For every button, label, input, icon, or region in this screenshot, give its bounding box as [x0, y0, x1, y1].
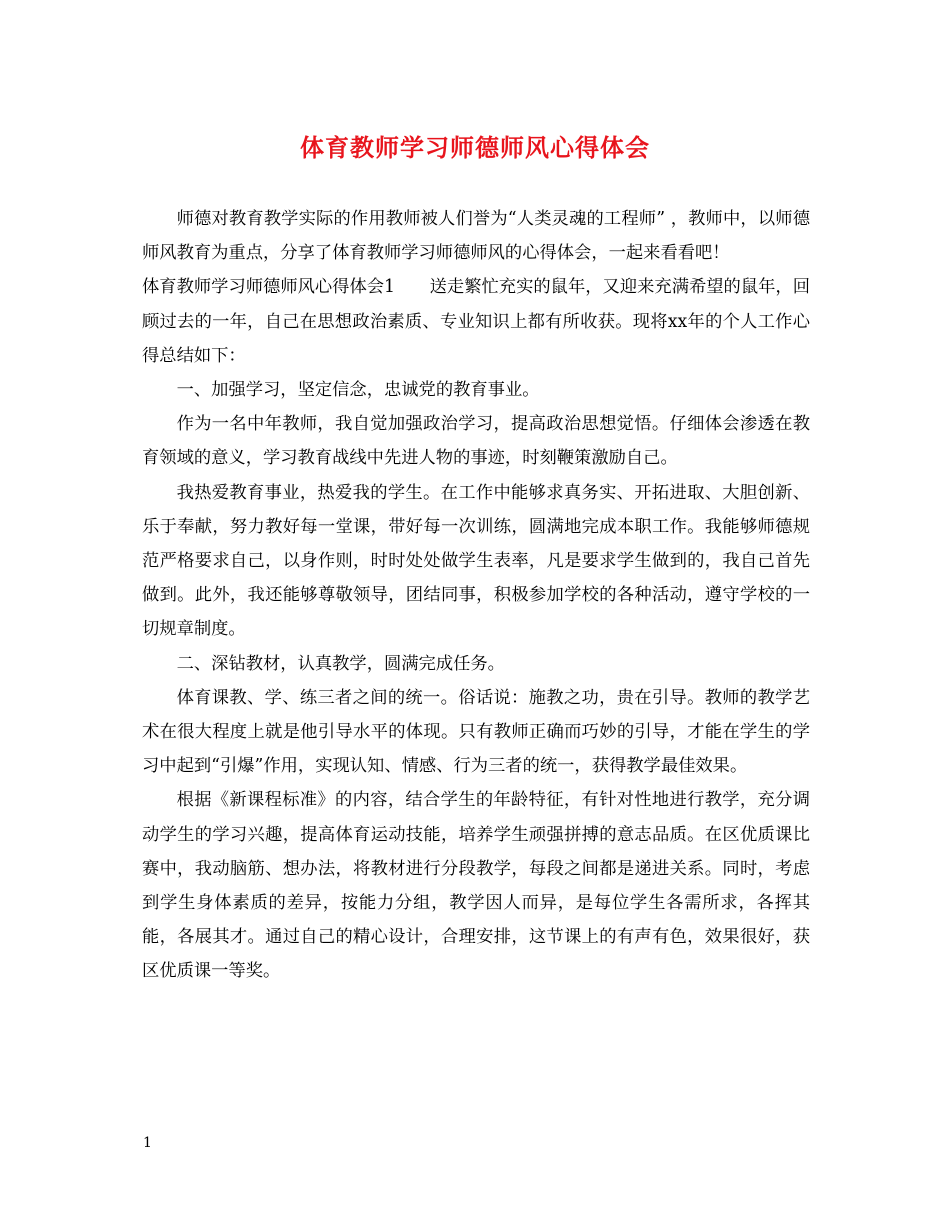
- section-intro-paragraph: 体育教师学习师德师风心得体会1 送走繁忙充实的鼠年，又迎来充满希望的鼠年，回顾过去的一年，自己在思想政治素质、专业知识上都有所收获。现将xx年的个人工作心得总结如下：: [142, 277, 810, 366]
- paragraph-dedication: 我热爱教育事业，热爱我的学生。在工作中能够求真务实、开拓进取、大胆创新、乐于奉献，努力教好每一堂课，带好每一次训练，圆满地完成本职工作。我能够师德规范严格要求自己，以身作则，时时处处做学生表率，凡是要求学生做到的，我自己首先做到。此外，我还能够尊敬领导，团结同事，积极参加学校的各种活动，遵守学校的一切规章制度。: [142, 482, 810, 640]
- heading-one: 一、加强学习，坚定信念，忠诚党的教育事业。: [176, 380, 540, 401]
- paragraph-teaching-unity: 体育课教、学、练三者之间的统一。俗话说：施教之功，贵在引导。教师的教学艺术在很大程度上就是他引导水平的体现。只有教师正确而巧妙的引导，才能在学生的学习中起到“引爆”作用，实现认知、情感、行为三者的统一，获得教学最佳效果。: [142, 687, 810, 777]
- heading-two: 二、深钻教材，认真教学，圆满完成任务。: [176, 653, 505, 674]
- intro-paragraph: 师德对教育教学实际的作用教师被人们誉为“人类灵魂的工程师” ，教师中，以师德师风教育为重点，分享了体育教师学习师德师风的心得体会，一起来看看吧！: [142, 209, 810, 264]
- document-body: [142, 202, 810, 989]
- page-number: 1: [143, 1135, 152, 1151]
- paragraph-study: 作为一名中年教师，我自觉加强政治学习，提高政治思想觉悟。仔细体会渗透在教育领域的意义，学习教育战线中先进人物的事迹，时刻鞭策激励自己。: [142, 414, 810, 469]
- paragraph-curriculum: 根据《新课程标准》的内容，结合学生的年龄特征，有针对性地进行教学，充分调动学生的学习兴趣，提高体育运动技能，培养学生顽强拼搏的意志品质。在区优质课比赛中，我动脑筋、想办法，将教材进行分段教学，每段之间都是递进关系。同时，考虑到学生身体素质的差异，按能力分组，教学因人而异，是每位学生各需所求，各挥其能，各展其才。通过自己的精心设计，合理安排，这节课上的有声有色，效果很好，获区优质课一等奖。: [142, 790, 810, 982]
- document-title: 体育教师学习师德师风心得体会: [300, 133, 650, 162]
